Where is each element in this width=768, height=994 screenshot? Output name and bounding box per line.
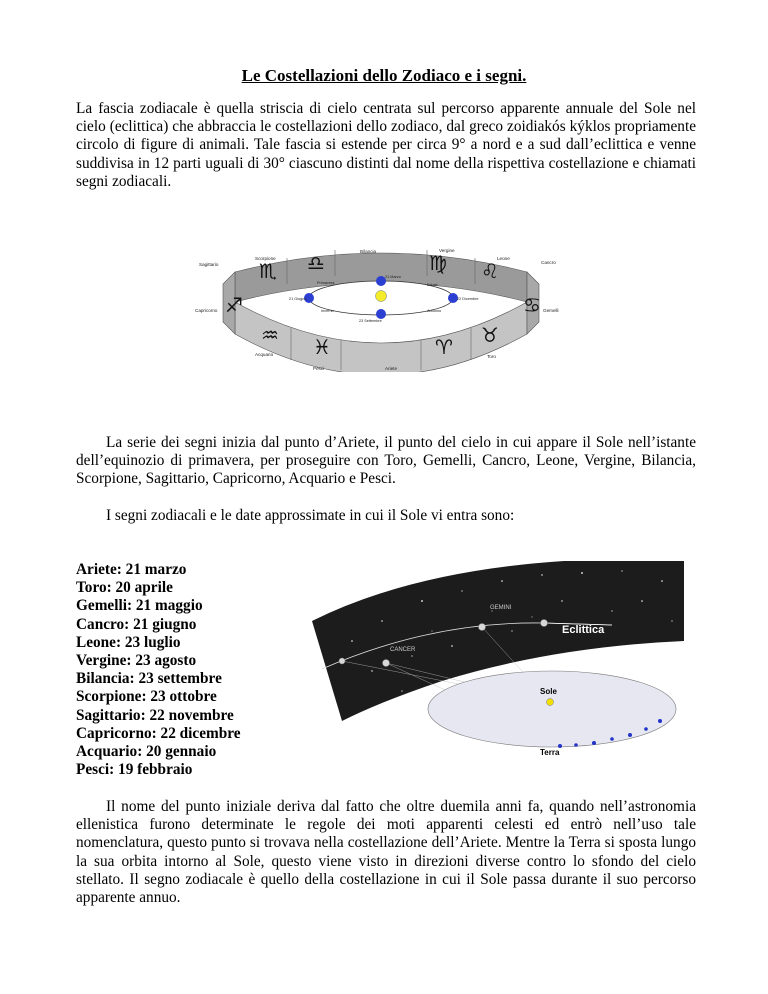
- glyph-sagittario: ♐: [225, 295, 243, 317]
- list-item: Capricorno: 22 dicembre: [76, 724, 241, 742]
- glyph-scorpione: ♏: [259, 261, 277, 283]
- glyph-bilancia: ♎: [307, 253, 325, 275]
- label-21-marzo: 21 Marzo: [385, 275, 401, 279]
- earth-orbit-plane: [428, 671, 676, 747]
- label-gemelli: Gemelli: [543, 308, 559, 313]
- label-capricorno: Capricorno: [195, 308, 218, 313]
- glyph-vergine: ♍: [429, 253, 447, 275]
- label-scorpione: Scorpione: [255, 256, 276, 261]
- signs-dates-intro: I segni zodiacali e le date approssimate in cui il Sole vi entra sono:: [106, 507, 515, 524]
- list-item: Toro: 20 aprile: [76, 579, 173, 597]
- glyph-ariete: ♈: [435, 337, 453, 359]
- label-terra: Terra: [540, 748, 560, 757]
- earth-dot-settembre: [376, 309, 386, 319]
- label-ariete: Ariete: [385, 366, 398, 371]
- glyph-leone: ♌: [481, 261, 499, 283]
- origin-paragraph: Il nome del punto iniziale deriva dal fatto che oltre duemila anni fa, quando nell’astronomia ellenistica furono determinate le regole dei moti apparenti celesti ed entrò nell’uso tale nomenclatura, questo punto si trovava nella costellazione dell’Ariete. Mentre la Terra si sposta lungo la sua orbita intorno al Sole, questo viene visto in direzioni diverse contro lo sfondo del cielo stellato. Il segno zodiacale è quello della costellazione in cui il Sole passa durante il suo percorso apparente annuo.: [76, 798, 696, 907]
- glyph-acquario: ♒: [261, 325, 279, 347]
- ecliptic-figure: [312, 561, 684, 757]
- label-toro: Toro: [487, 354, 496, 359]
- glyph-pesci: ♓: [313, 337, 331, 359]
- label-eclittica: Eclittica: [562, 624, 605, 636]
- label-22-dicembre: 22 Dicembre: [457, 297, 479, 301]
- sun-dot: [547, 699, 554, 706]
- signs-dates-list: [76, 561, 316, 779]
- label-inverno: Inverno: [321, 309, 334, 313]
- label-23-settembre: 23 Settembre: [359, 319, 382, 323]
- sun-dot: [376, 291, 387, 302]
- label-21-giugno: 21 Giugno: [289, 297, 307, 301]
- list-item: Bilancia: 23 settembre: [76, 670, 222, 688]
- label-leone: Leone: [497, 256, 510, 261]
- glyph-cancro: ♋: [523, 295, 541, 317]
- list-item: Acquario: 20 gennaio: [76, 743, 217, 761]
- label-autunno: Autunno: [427, 309, 442, 313]
- label-sagittario: Sagittario: [199, 262, 219, 267]
- label-primavera: Primavera: [317, 281, 335, 285]
- list-item: Pesci: 19 febbraio: [76, 761, 193, 779]
- list-item: Gemelli: 21 maggio: [76, 597, 203, 615]
- label-estate: Estate: [427, 283, 438, 287]
- list-item: Leone: 23 luglio: [76, 633, 181, 651]
- list-item: Sagittario: 22 novembre: [76, 706, 234, 724]
- page-title: Le Costellazioni dello Zodiaco e i segni.: [241, 66, 527, 85]
- list-item: Cancro: 21 giugno: [76, 615, 197, 633]
- zodiac-wheel-figure: [195, 244, 567, 372]
- label-bilancia: Bilancia: [360, 249, 377, 254]
- glyph-toro: ♉: [481, 325, 499, 347]
- label-gemini: GEMINI: [490, 605, 512, 611]
- label-pesci: Pesci: [313, 366, 325, 371]
- list-item: Vergine: 23 agosto: [76, 652, 197, 670]
- label-acquario: Acquario: [255, 352, 274, 357]
- label-sole: Sole: [540, 687, 557, 696]
- list-item: Scorpione: 23 ottobre: [76, 688, 217, 706]
- signs-series-paragraph: La serie dei segni inizia dal punto d’Ariete, il punto del cielo in cui appare il Sole nell’istante dell’equinozio di primavera, per proseguire con Toro, Gemelli, Cancro, Leone, Vergine, Bilancia, Scorpione, Sagittario, Capricorno, Acquario e Pesci.: [76, 434, 696, 488]
- label-cancer: CANCER: [390, 647, 416, 653]
- label-cancro: Cancro: [541, 260, 556, 265]
- label-vergine: Vergine: [439, 248, 455, 253]
- intro-paragraph: La fascia zodiacale è quella striscia di cielo centrata sul percorso apparente annuale del Sole nel cielo (eclittica) che abbraccia le costellazioni dello zodiaco, dal greco zoidiakós kýklos propriamente circolo di figure di animali. Tale fascia si estende per circa 9° a nord e a sud dall’eclittica e venne suddivisa in 12 parti uguali di 30° ciascuno distinti dal nome della rispettiva costellazione e chiamati segni zodiacali.: [76, 100, 696, 190]
- list-item: Ariete: 21 marzo: [76, 561, 187, 578]
